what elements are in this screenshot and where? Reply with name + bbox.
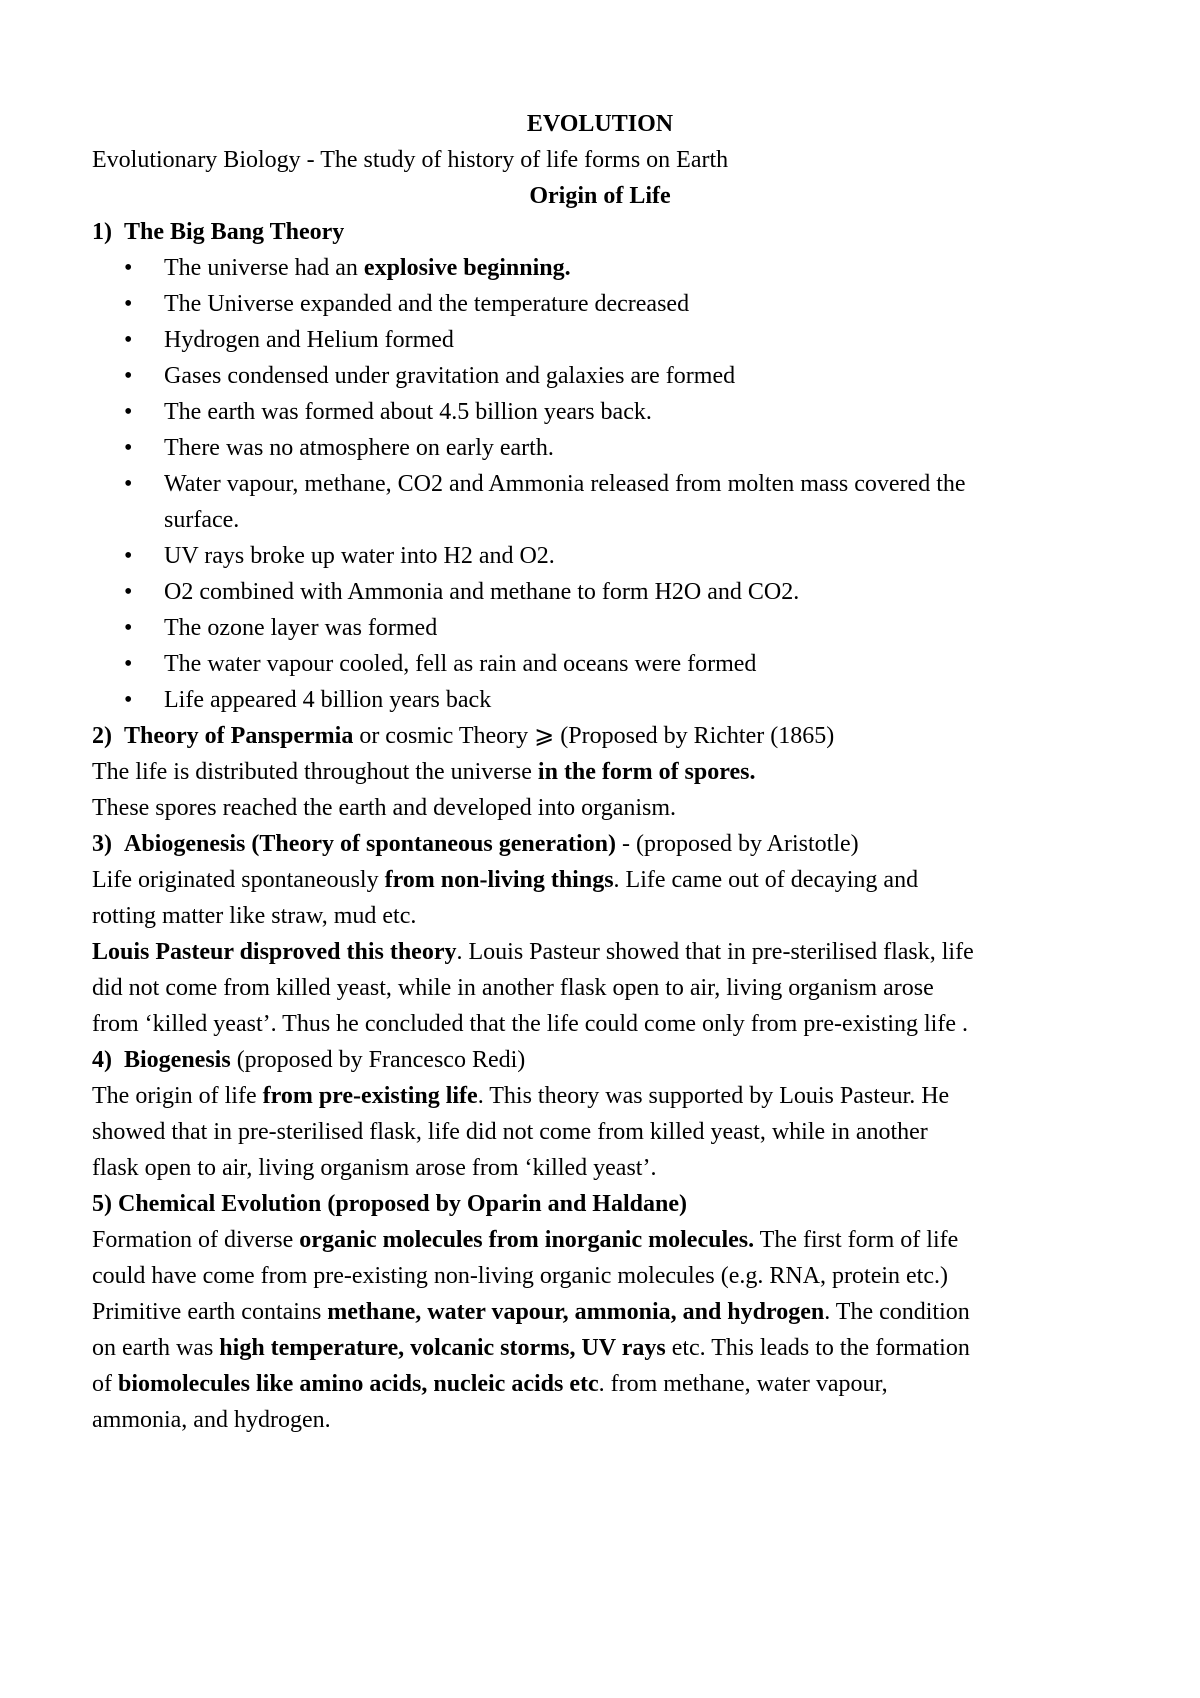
list-item: UV rays broke up water into H2 and O2. (164, 543, 555, 569)
paragraph-line: Life originated spontaneously from non-living things. Life came out of decaying and (92, 867, 919, 893)
paragraph-line: from ‘killed yeast’. Thus he concluded that the life could come only from pre-existing life . (92, 1011, 968, 1037)
heading-big-bang (92, 220, 344, 244)
bullet-icon: • (124, 399, 133, 425)
paragraph-line: showed that in pre-sterilised flask, life did not come from killed yeast, while in another (92, 1119, 928, 1145)
heading-abiogenesis (92, 832, 859, 856)
bullet-icon: • (124, 651, 133, 677)
heading-number: 2) (92, 723, 112, 749)
list-item: The earth was formed about 4.5 billion years back. (164, 399, 652, 425)
heading-text: Biogenesis (124, 1047, 231, 1073)
bullet-icon: • (124, 687, 133, 713)
paragraph-line: did not come from killed yeast, while in another flask open to air, living organism arose (92, 975, 934, 1001)
document-subtitle: Evolutionary Biology - The study of history of life forms on Earth (92, 147, 729, 173)
paragraph-line: Primitive earth contains methane, water vapour, ammonia, and hydrogen. The condition (92, 1299, 970, 1325)
paragraph-line: could have come from pre-existing non-living organic molecules (e.g. RNA, protein etc.) (92, 1263, 948, 1289)
paragraph-line: These spores reached the earth and developed into organism. (92, 795, 677, 821)
list-item: Gases condensed under gravitation and galaxies are formed (164, 363, 736, 389)
section-heading-origin-of-life: Origin of Life (529, 183, 671, 209)
list-item: The water vapour cooled, fell as rain and oceans were formed (164, 651, 757, 677)
paragraph-line: ammonia, and hydrogen. (92, 1407, 331, 1433)
heading-text: Abiogenesis (Theory of spontaneous generation) (124, 831, 617, 857)
heading-number: 4) (92, 1047, 112, 1073)
list-item: The universe had an explosive beginning. (164, 255, 571, 281)
heading-rest: (proposed by Francesco Redi) (230, 1047, 526, 1073)
heading-chemical-evolution: 5) Chemical Evolution (proposed by Oparin and Haldane) (92, 1191, 687, 1217)
list-item: Life appeared 4 billion years back (164, 687, 492, 713)
bullet-icon: • (124, 255, 133, 281)
paragraph-line: Louis Pasteur disproved this theory. Louis Pasteur showed that in pre-sterilised flask, life (92, 939, 974, 965)
list-item: Hydrogen and Helium formed (164, 327, 454, 353)
paragraph-line: on earth was high temperature, volcanic storms, UV rays etc. This leads to the formation (92, 1335, 970, 1361)
list-item: The ozone layer was formed (164, 615, 438, 641)
heading-text: The Big Bang Theory (124, 219, 345, 245)
bullet-icon: • (124, 363, 133, 389)
list-item: There was no atmosphere on early earth. (164, 435, 554, 461)
bullet-icon: • (124, 327, 133, 353)
paragraph-line: flask open to air, living organism arose from ‘killed yeast’. (92, 1155, 657, 1181)
bullet-icon: • (124, 471, 133, 497)
paragraph-line: The life is distributed throughout the universe in the form of spores. (92, 759, 756, 785)
paragraph-line: Formation of diverse organic molecules from inorganic molecules. The first form of life (92, 1227, 959, 1253)
paragraph-line: of biomolecules like amino acids, nucleic acids etc. from methane, water vapour, (92, 1371, 888, 1397)
heading-number: 1) (92, 219, 112, 245)
heading-rest: or cosmic Theory ⩾ (Proposed by Richter (1865) (353, 723, 835, 749)
document-title: EVOLUTION (526, 111, 674, 137)
bullet-icon: • (124, 579, 133, 605)
heading-panspermia (92, 724, 834, 748)
heading-biogenesis (92, 1048, 525, 1072)
heading-number: 3) (92, 831, 112, 857)
bullet-icon: • (124, 543, 133, 569)
bullet-icon: • (124, 615, 133, 641)
heading-rest: - (proposed by Aristotle) (616, 831, 859, 857)
bullet-icon: • (124, 435, 133, 461)
bullet-icon: • (124, 291, 133, 317)
list-item-continuation: surface. (164, 507, 240, 533)
list-item: O2 combined with Ammonia and methane to form H2O and CO2. (164, 579, 800, 605)
list-item: Water vapour, methane, CO2 and Ammonia released from molten mass covered the (164, 471, 966, 497)
list-item: The Universe expanded and the temperature decreased (164, 291, 690, 317)
heading-text: Theory of Panspermia (124, 723, 354, 749)
paragraph-line: The origin of life from pre-existing life. This theory was supported by Louis Pasteur. He (92, 1083, 950, 1109)
paragraph-line: rotting matter like straw, mud etc. (92, 903, 417, 929)
